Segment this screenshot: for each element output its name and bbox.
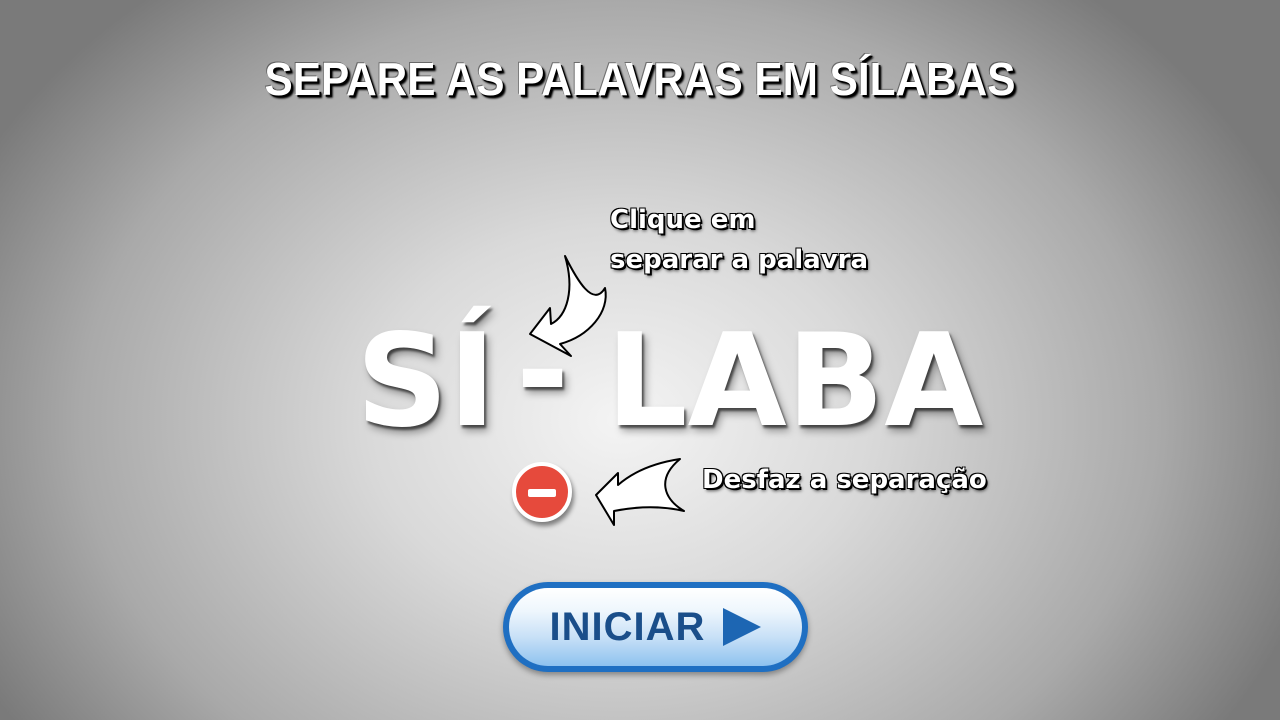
start-button[interactable] (503, 582, 808, 672)
arrow-left-icon (592, 455, 692, 535)
separate-hint (610, 200, 868, 280)
separate-hint-line1: Clique em (610, 205, 756, 235)
separate-hint-line2: separar a palavra (610, 245, 869, 275)
minus-icon (528, 489, 556, 497)
start-button-label: INICIAR (549, 604, 706, 649)
undo-hint: Desfaz a separação (702, 465, 987, 495)
page-title: SEPARE AS PALAVRAS EM SÍLABAS (264, 53, 1016, 105)
undo-separation-button[interactable] (512, 462, 572, 522)
play-icon (723, 608, 761, 646)
syllable-separator[interactable]: - (516, 297, 570, 446)
syllable-1[interactable]: SÍ (356, 307, 496, 456)
syllable-2[interactable]: LABA (606, 307, 984, 456)
